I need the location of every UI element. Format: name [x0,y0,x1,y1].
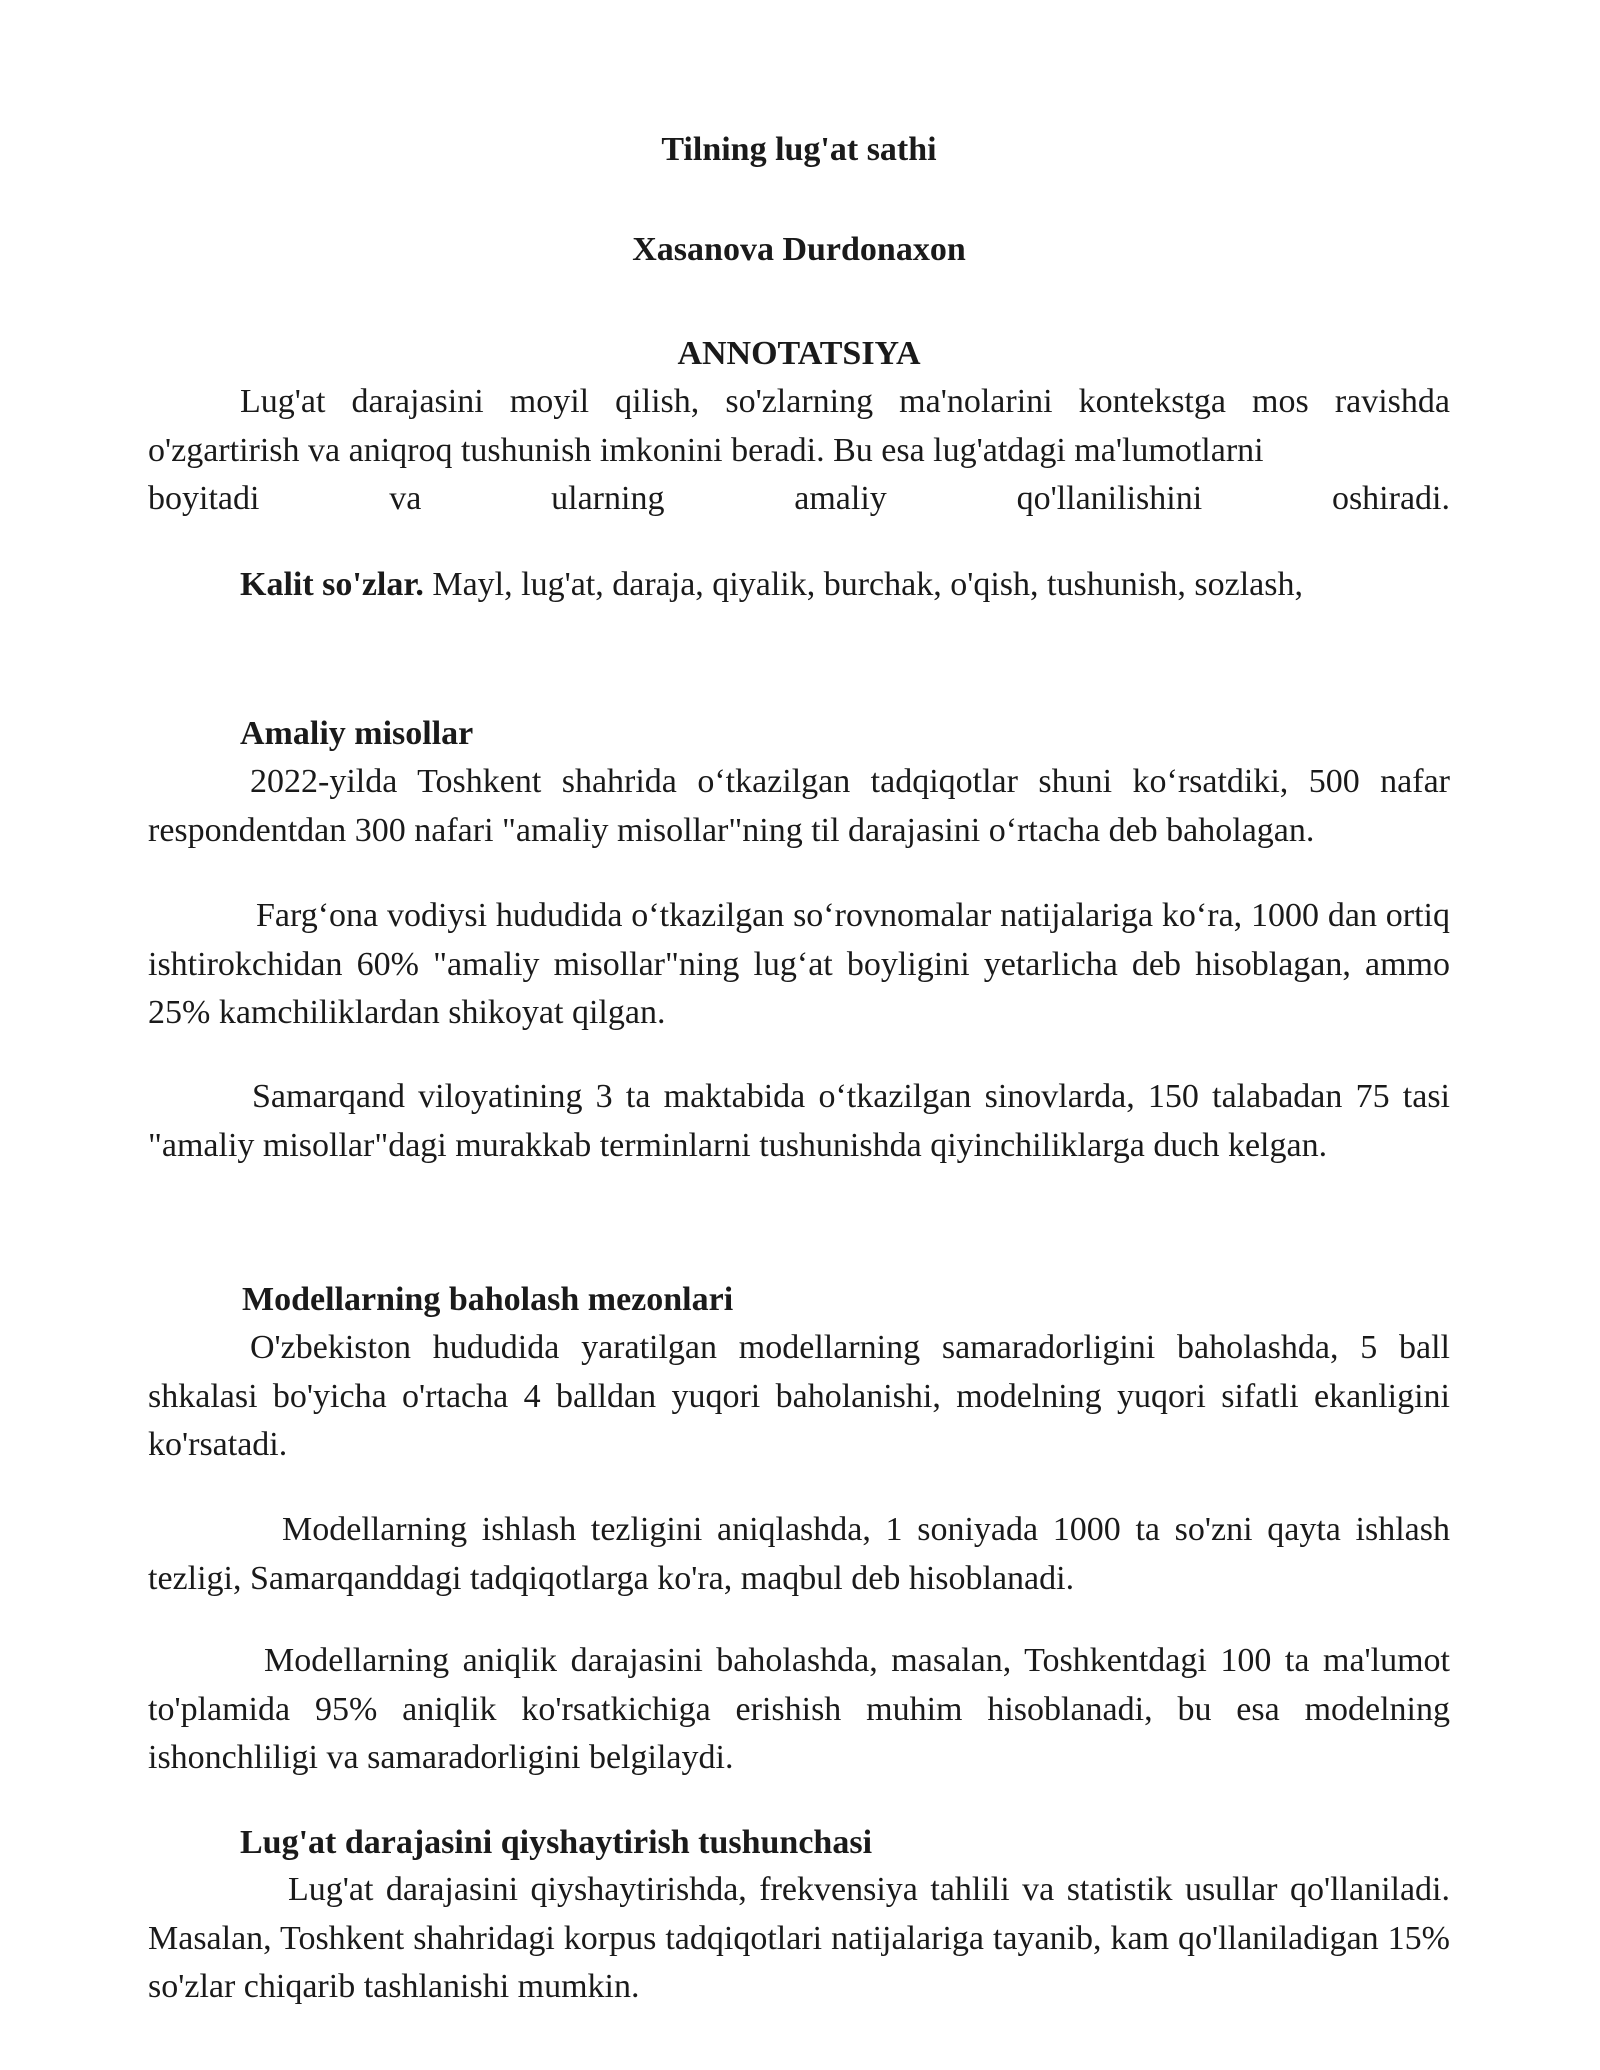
annotation-text-last-line: boyitadi va ularning amaliy qo'llanilishini oshiradi. [148,480,1450,517]
annotation-heading: ANNOTATSIYA [677,335,921,372]
section-paragraph: 2022-yilda Toshkent shahrida oʻtkazilgan tadqiqotlar shuni koʻrsatdiki, 500 nafar respondentdan 300 nafari "amaliy misollar"ning til darajasini oʻrtacha deb baholagan. [148,763,1450,849]
section-paragraph: Modellarning aniqlik darajasini baholashda, masalan, Toshkentdagi 100 ta ma'lumot to'plamida 95% aniqlik ko'rsatkichiga erishish muhim hisoblanadi, bu esa modelning ishonchliligi va samaradorligini belgilaydi. [148,1642,1450,1776]
section-paragraph: Fargʻona vodiysi hududida oʻtkazilgan soʻrovnomalar natijalariga koʻra, 1000 dan ortiq ishtirokchidan 60% "amaliy misollar"ning lugʻat boyligini yetarlicha deb hisoblagan, ammo 25% kamchiliklardan shikoyat qilgan. [148,897,1450,1031]
author-name: Xasanova Durdonaxon [632,231,966,268]
keywords-label: Kalit so'zlar. [240,566,424,603]
annotation-text: Lug'at darajasini moyil qilish, so'zlarning ma'nolarini kontekstga mos ravishda o'zgartirish va aniqroq tushunish imkonini beradi. Bu esa lug'atdagi ma'lumotlarni [148,383,1450,469]
keywords [148,561,1450,610]
document-title: Tilning lug'at sathi [661,131,937,168]
section-paragraph: O'zbekiston hududida yaratilgan modellarning samaradorligini baholashda, 5 ball shkalasi bo'yicha o'rtacha 4 balldan yuqori baholanishi, modelning yuqori sifatli ekanligini ko'rsatadi. [148,1329,1450,1463]
section-heading-vocabulary-skewing: Lug'at darajasini qiyshaytirish tushunchasi [240,1824,873,1861]
section-heading-practical-examples: Amaliy misollar [240,715,474,752]
keywords-text: Mayl, lug'at, daraja, qiyalik, burchak, o'qish, tushunish, sozlash, [423,566,1303,603]
section-heading-evaluation-criteria: Modellarning baholash mezonlari [242,1281,734,1318]
section-paragraph: Lug'at darajasini qiyshaytirishda, frekvensiya tahlili va statistik usullar qo'llaniladi. Masalan, Toshkent shahridagi korpus tadqiqotlari natijalariga tayanib, kam qo'llaniladigan 15% so'zlar chiqarib tashlanishi mumkin. [148,1871,1450,2005]
section-paragraph: Samarqand viloyatining 3 ta maktabida oʻtkazilgan sinovlarda, 150 talabadan 75 tasi "amaliy misollar"dagi murakkab terminlarni tushunishda qiyinchiliklarga duch kelgan. [148,1078,1450,1164]
section-paragraph: Modellarning ishlash tezligini aniqlashda, 1 soniyada 1000 ta so'zni qayta ishlash tezligi, Samarqanddagi tadqiqotlarga ko'ra, maqbul deb hisoblanadi. [148,1511,1450,1597]
